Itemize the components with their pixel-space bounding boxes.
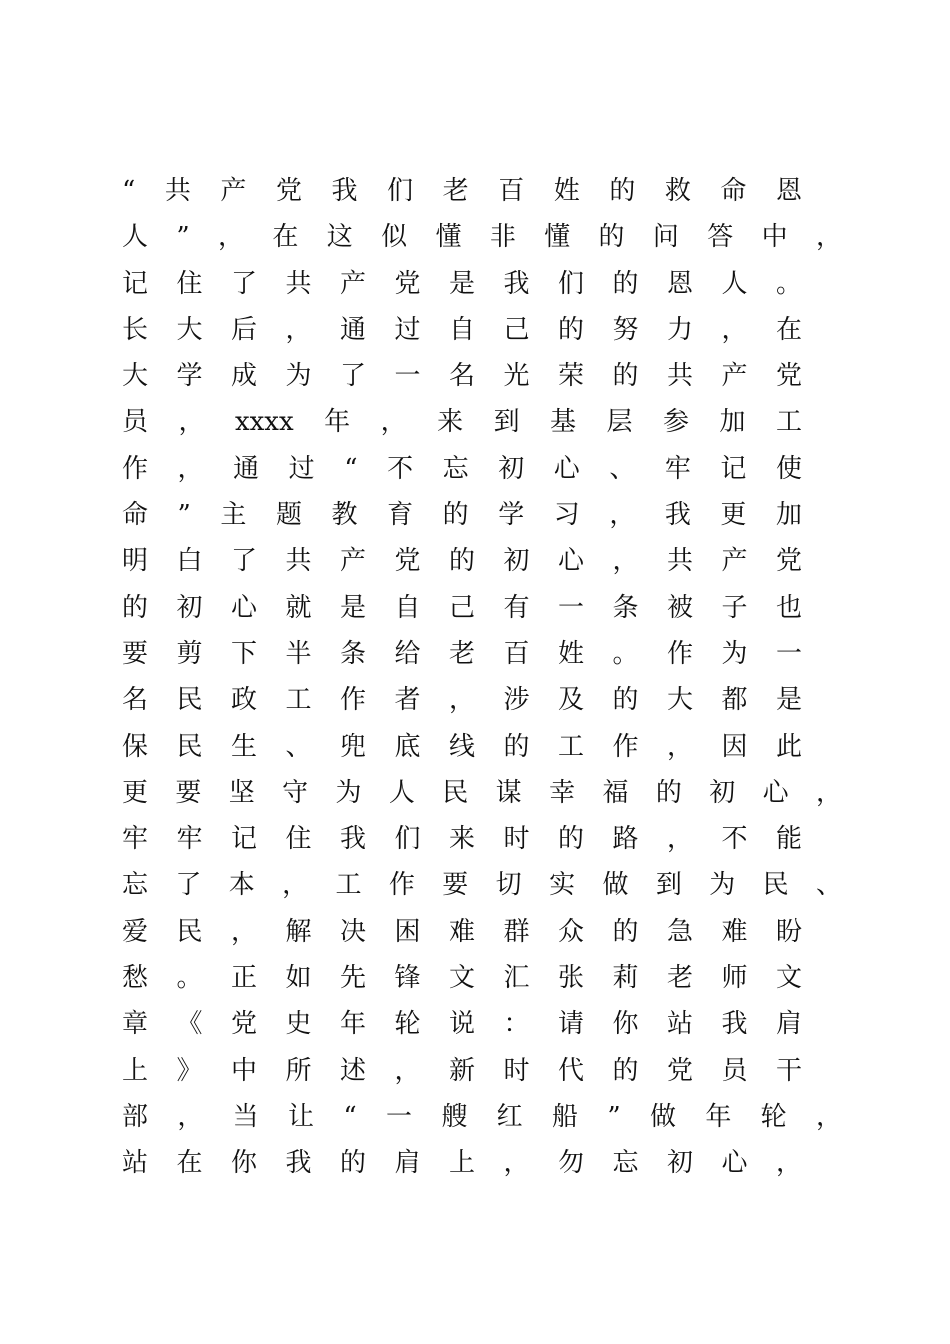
text-line-13: 保民生、兜底线的工作，因此 (122, 731, 802, 762)
text-line-10: 的初心就是自己有一条被子也 (122, 592, 802, 623)
text-line-19: 章《党史年轮说：请你站我肩 (122, 1009, 802, 1040)
text-line-12: 名民政工作者，涉及的大都是 (122, 685, 802, 716)
text-line-20: 上》中所述，新时代的党员干 (122, 1055, 802, 1086)
text-line-6: 员，xxxx年，来到基层参加工 (122, 407, 802, 438)
text-line-8: 命”主题教育的学习，我更加 (122, 500, 802, 531)
text-line-16: 忘了本，工作要切实做到为民、 (122, 870, 842, 901)
text-line-1: “共产党我们老百姓的救命恩 (122, 176, 802, 206)
text-line-18: 愁。正如先锋文汇张莉老师文 (122, 963, 802, 994)
text-line-5: 大学成为了一名光荣的共产党 (122, 361, 802, 392)
text-line-17: 爱民，解决困难群众的急难盼 (122, 916, 802, 947)
text-line-11: 要剪下半条给老百姓。作为一 (122, 638, 802, 669)
text-line-21: 部，当让“一艘红船”做年轮， (122, 1101, 842, 1132)
text-line-2: 人”，在这似懂非懂的问答中， (122, 222, 842, 253)
text-line-9: 明白了共产党的初心，共产党 (122, 546, 802, 577)
text-line-14: 更要坚守为人民谋幸福的初心， (122, 777, 842, 808)
text-line-7: 作，通过“不忘初心、牢记使 (122, 453, 802, 484)
text-line-3: 记住了共产党是我们的恩人。 (122, 268, 802, 299)
text-line-4: 长大后，通过自己的努力，在 (122, 314, 802, 345)
body-text (122, 168, 842, 1187)
text-line-15: 牢牢记住我们来时的路，不能 (122, 824, 802, 855)
text-line-22: 站在你我的肩上，勿忘初心， (122, 1148, 802, 1179)
